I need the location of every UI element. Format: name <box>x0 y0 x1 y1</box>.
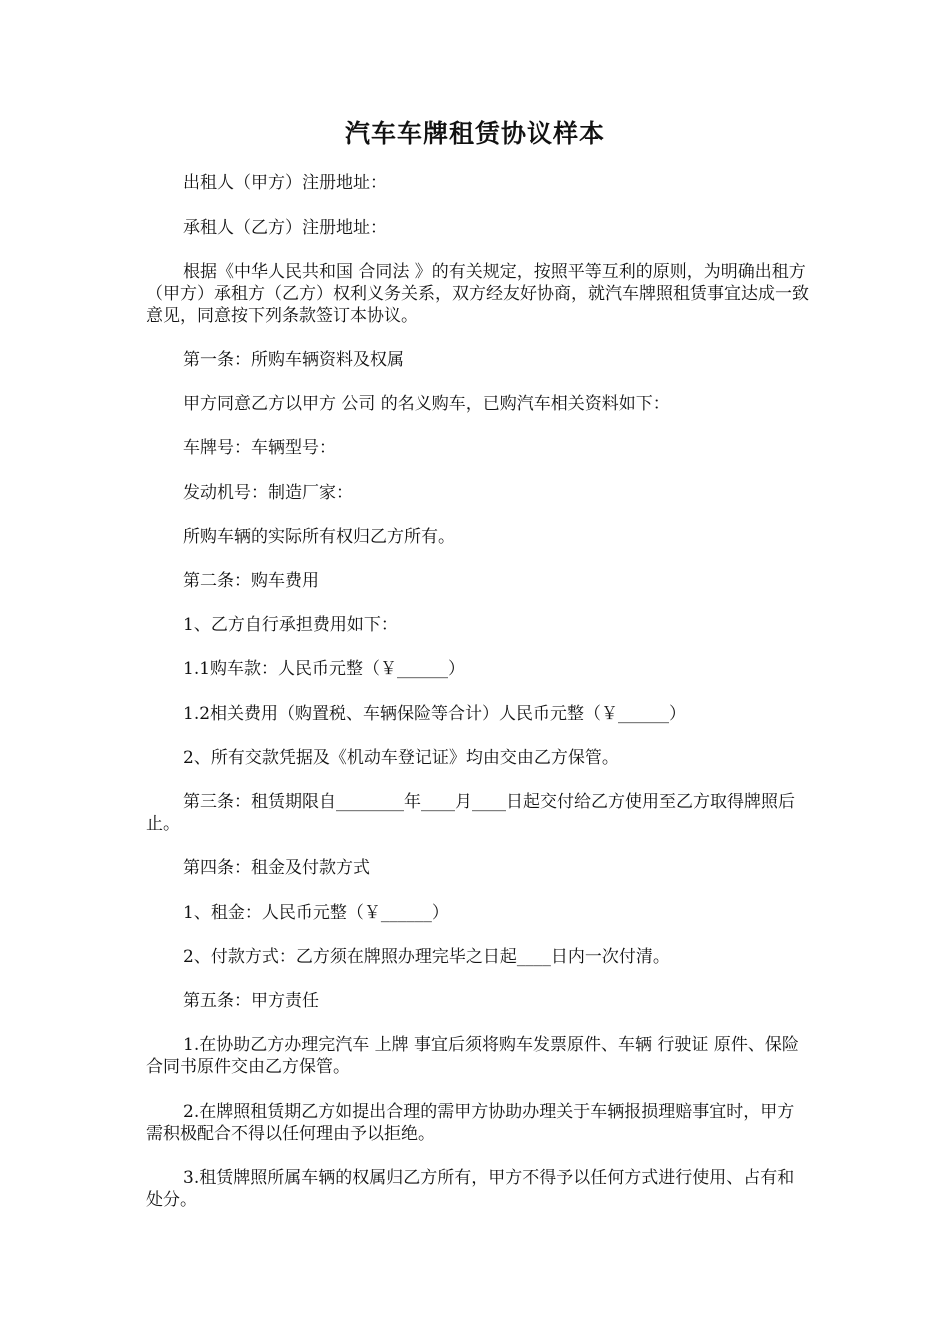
paragraph-plate-model: 车牌号：车辆型号： <box>183 438 336 458</box>
paragraph-engine-maker: 发动机号：制造厂家： <box>183 483 353 503</box>
paragraph-related-fees: 1.2相关费用（购置税、车辆保险等合计）人民币元整（￥______） <box>183 704 687 724</box>
paragraph-costs-intro: 1、乙方自行承担费用如下： <box>183 615 398 635</box>
paragraph-receipts: 2、所有交款凭据及《机动车登记证》均由交由乙方保管。 <box>183 748 619 768</box>
paragraph-duty-3: 3.租赁牌照所属车辆的权属归乙方所有，甲方不得予以任何方式进行使用、占有和处分。 <box>146 1168 795 1210</box>
paragraph-lessee: 承租人（乙方）注册地址： <box>183 218 387 238</box>
article-2-heading: 第二条：购车费用 <box>183 571 319 591</box>
paragraph-rent: 1、租金：人民币元整（￥______） <box>183 903 449 923</box>
document-title: 汽车车牌租赁协议样本 <box>344 119 605 148</box>
paragraph-preamble: 根据《中华人民共和国 合同法 》的有关规定，按照平等互利的原则，为明确出租方（甲方）承租方（乙方）权利义务关系，双方经友好协商，就汽车牌照租赁事宜达成一致意见，同意按下列条款签订本协议。 <box>146 262 809 326</box>
paragraph-article-1-intro: 甲方同意乙方以甲方 公司 的名义购车，已购汽车相关资料如下： <box>183 394 670 414</box>
article-3-term: 第三条：租赁期限自________年____月____日起交付给乙方使用至乙方取得牌照后止。 <box>146 792 795 834</box>
paragraph-purchase-price: 1.1购车款：人民币元整（￥______） <box>183 659 466 679</box>
article-1-heading: 第一条：所购车辆资料及权属 <box>183 350 404 370</box>
paragraph-ownership: 所购车辆的实际所有权归乙方所有。 <box>183 527 455 547</box>
article-5-heading: 第五条：甲方责任 <box>183 991 319 1011</box>
paragraph-duty-2: 2.在牌照租赁期乙方如提出合理的需甲方协助办理关于车辆报损理赔事宜时，甲方需积极配合不得以任何理由予以拒绝。 <box>146 1102 795 1144</box>
article-4-heading: 第四条：租金及付款方式 <box>183 858 370 878</box>
paragraph-lessor: 出租人（甲方）注册地址： <box>183 173 387 193</box>
paragraph-payment: 2、付款方式：乙方须在牌照办理完毕之日起____日内一次付清。 <box>183 947 670 967</box>
paragraph-duty-1: 1.在协助乙方办理完汽车 上牌 事宜后须将购车发票原件、车辆 行驶证 原件、保险合同书原件交由乙方保管。 <box>146 1035 799 1077</box>
